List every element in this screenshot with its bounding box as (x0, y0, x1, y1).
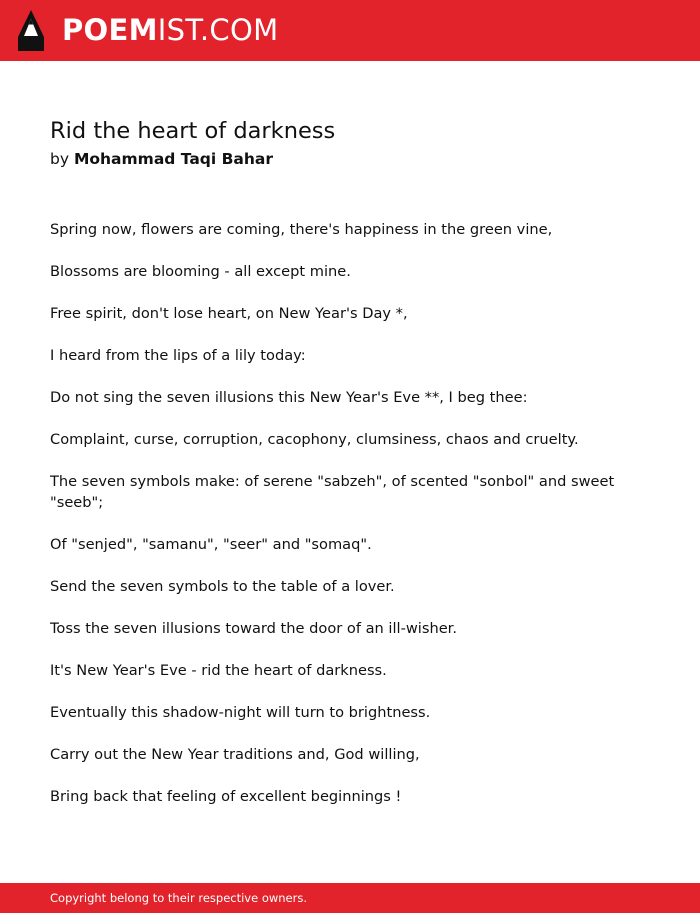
poem-line: Carry out the New Year traditions and, God willing, (50, 746, 420, 763)
site-header (0, 0, 700, 61)
poem-line: The seven symbols make: of serene "sabzeh", of scented "sonbol" and sweet "seeb"; (50, 473, 615, 511)
author-name: Mohammad Taqi Bahar (73, 150, 274, 168)
poem-line: Eventually this shadow-night will turn to brightness. (50, 704, 431, 721)
poem-line: Send the seven symbols to the table of a lover. (50, 578, 395, 595)
poem-line: Bring back that feeling of excellent beginnings ! (50, 788, 402, 805)
by-label: by (50, 150, 70, 168)
poem-body (50, 219, 620, 828)
site-footer (0, 883, 700, 913)
site-logo[interactable] (62, 12, 278, 48)
poem-line: Of "senjed", "samanu", "seer" and "somaq". (50, 536, 372, 553)
poem-line: Toss the seven illusions toward the door of an ill-wisher. (50, 620, 457, 637)
poem-line: It's New Year's Eve - rid the heart of darkness. (50, 662, 387, 679)
poem-line: Do not sing the seven illusions this New Year's Eve **, I beg thee: (50, 389, 528, 406)
byline (50, 148, 273, 170)
poem-line: Complaint, curse, corruption, cacophony, clumsiness, chaos and cruelty. (50, 431, 579, 448)
poem-title: Rid the heart of darkness (50, 118, 336, 144)
poem-line: I heard from the lips of a lily today: (50, 347, 306, 364)
poem-line: Spring now, flowers are coming, there's happiness in the green vine, (50, 221, 553, 238)
copyright-text: Copyright belong to their respective owners. (50, 891, 308, 905)
brand-bold-text: POEM (62, 13, 158, 47)
poem-line: Free spirit, don't lose heart, on New Year's Day *, (50, 305, 408, 322)
brand-light-text: IST.COM (157, 13, 279, 47)
pencil-tip-icon (17, 9, 45, 52)
poem-line: Blossoms are blooming - all except mine. (50, 263, 351, 280)
